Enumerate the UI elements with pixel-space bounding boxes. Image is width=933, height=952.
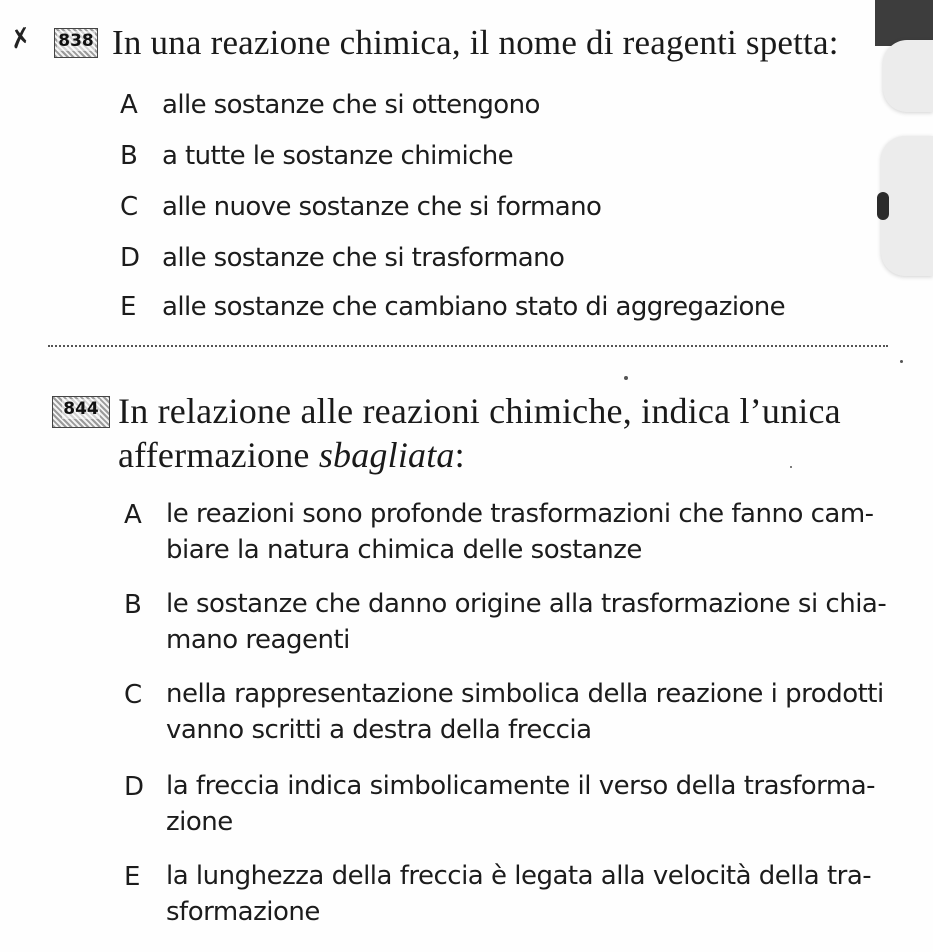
option-letter: C: [120, 192, 139, 222]
option-text: alle sostanze che si ottengono: [162, 90, 540, 120]
option-letter: A: [124, 500, 142, 530]
option-text: alle sostanze che cambiano stato di aggregazione: [162, 292, 786, 322]
option-letter: D: [120, 243, 141, 273]
question-stem-line-1: In relazione alle reazioni chimiche, indica l’unica: [118, 391, 841, 431]
option-text: alle nuove sostanze che si formano: [162, 192, 602, 222]
option-line: zione: [166, 807, 233, 837]
edge-tab-top[interactable]: [883, 40, 933, 112]
option-line: biare la natura chimica delle sostanze: [166, 535, 642, 565]
question-stem: In una reazione chimica, il nome di reagenti spetta:: [112, 23, 839, 62]
option-line: vanno scritti a destra della freccia: [166, 715, 592, 745]
option-letter: B: [120, 141, 138, 171]
question-stem-prefix: affermazione: [118, 435, 319, 475]
dotted-divider: [48, 345, 888, 347]
handwritten-mark-icon: ✗: [7, 22, 35, 56]
question-number: 838: [58, 31, 94, 51]
speck: [624, 376, 628, 380]
question-number-badge: [52, 396, 110, 428]
option-line: le sostanze che danno origine alla trasformazione si chia-: [166, 589, 887, 619]
question-stem-emphasis: sbagliata: [318, 435, 455, 475]
option-line: nella rappresentazione simbolica della reazione i prodotti: [166, 679, 884, 709]
question-stem-suffix: :: [454, 435, 465, 475]
option-letter: D: [124, 772, 145, 802]
option-line: mano reagenti: [166, 625, 350, 655]
option-line: la freccia indica simbolicamente il verso della trasforma-: [166, 771, 876, 801]
question-stem: [118, 389, 841, 477]
option-line: le reazioni sono profonde trasformazioni che fanno cam-: [166, 499, 874, 529]
option-line: sformazione: [166, 897, 320, 927]
option-text: [166, 676, 896, 748]
speck: [900, 360, 903, 363]
option-letter: C: [124, 680, 143, 710]
question-number-badge: [54, 28, 98, 58]
option-line: la lunghezza della freccia è legata alla velocità della tra-: [166, 861, 872, 891]
drag-handle-icon: [877, 192, 889, 220]
option-text: [166, 858, 896, 930]
option-text: [166, 586, 896, 658]
edge-tab-handle[interactable]: [881, 136, 933, 276]
option-letter: E: [120, 292, 137, 322]
option-text: alle sostanze che si trasformano: [162, 243, 565, 273]
option-letter: E: [124, 862, 141, 892]
option-text: [166, 768, 896, 840]
option-text: a tutte le sostanze chimiche: [162, 141, 514, 171]
question-number: 844: [63, 399, 99, 419]
option-text: [166, 496, 896, 568]
option-letter: A: [120, 90, 138, 120]
option-letter: B: [124, 590, 142, 620]
